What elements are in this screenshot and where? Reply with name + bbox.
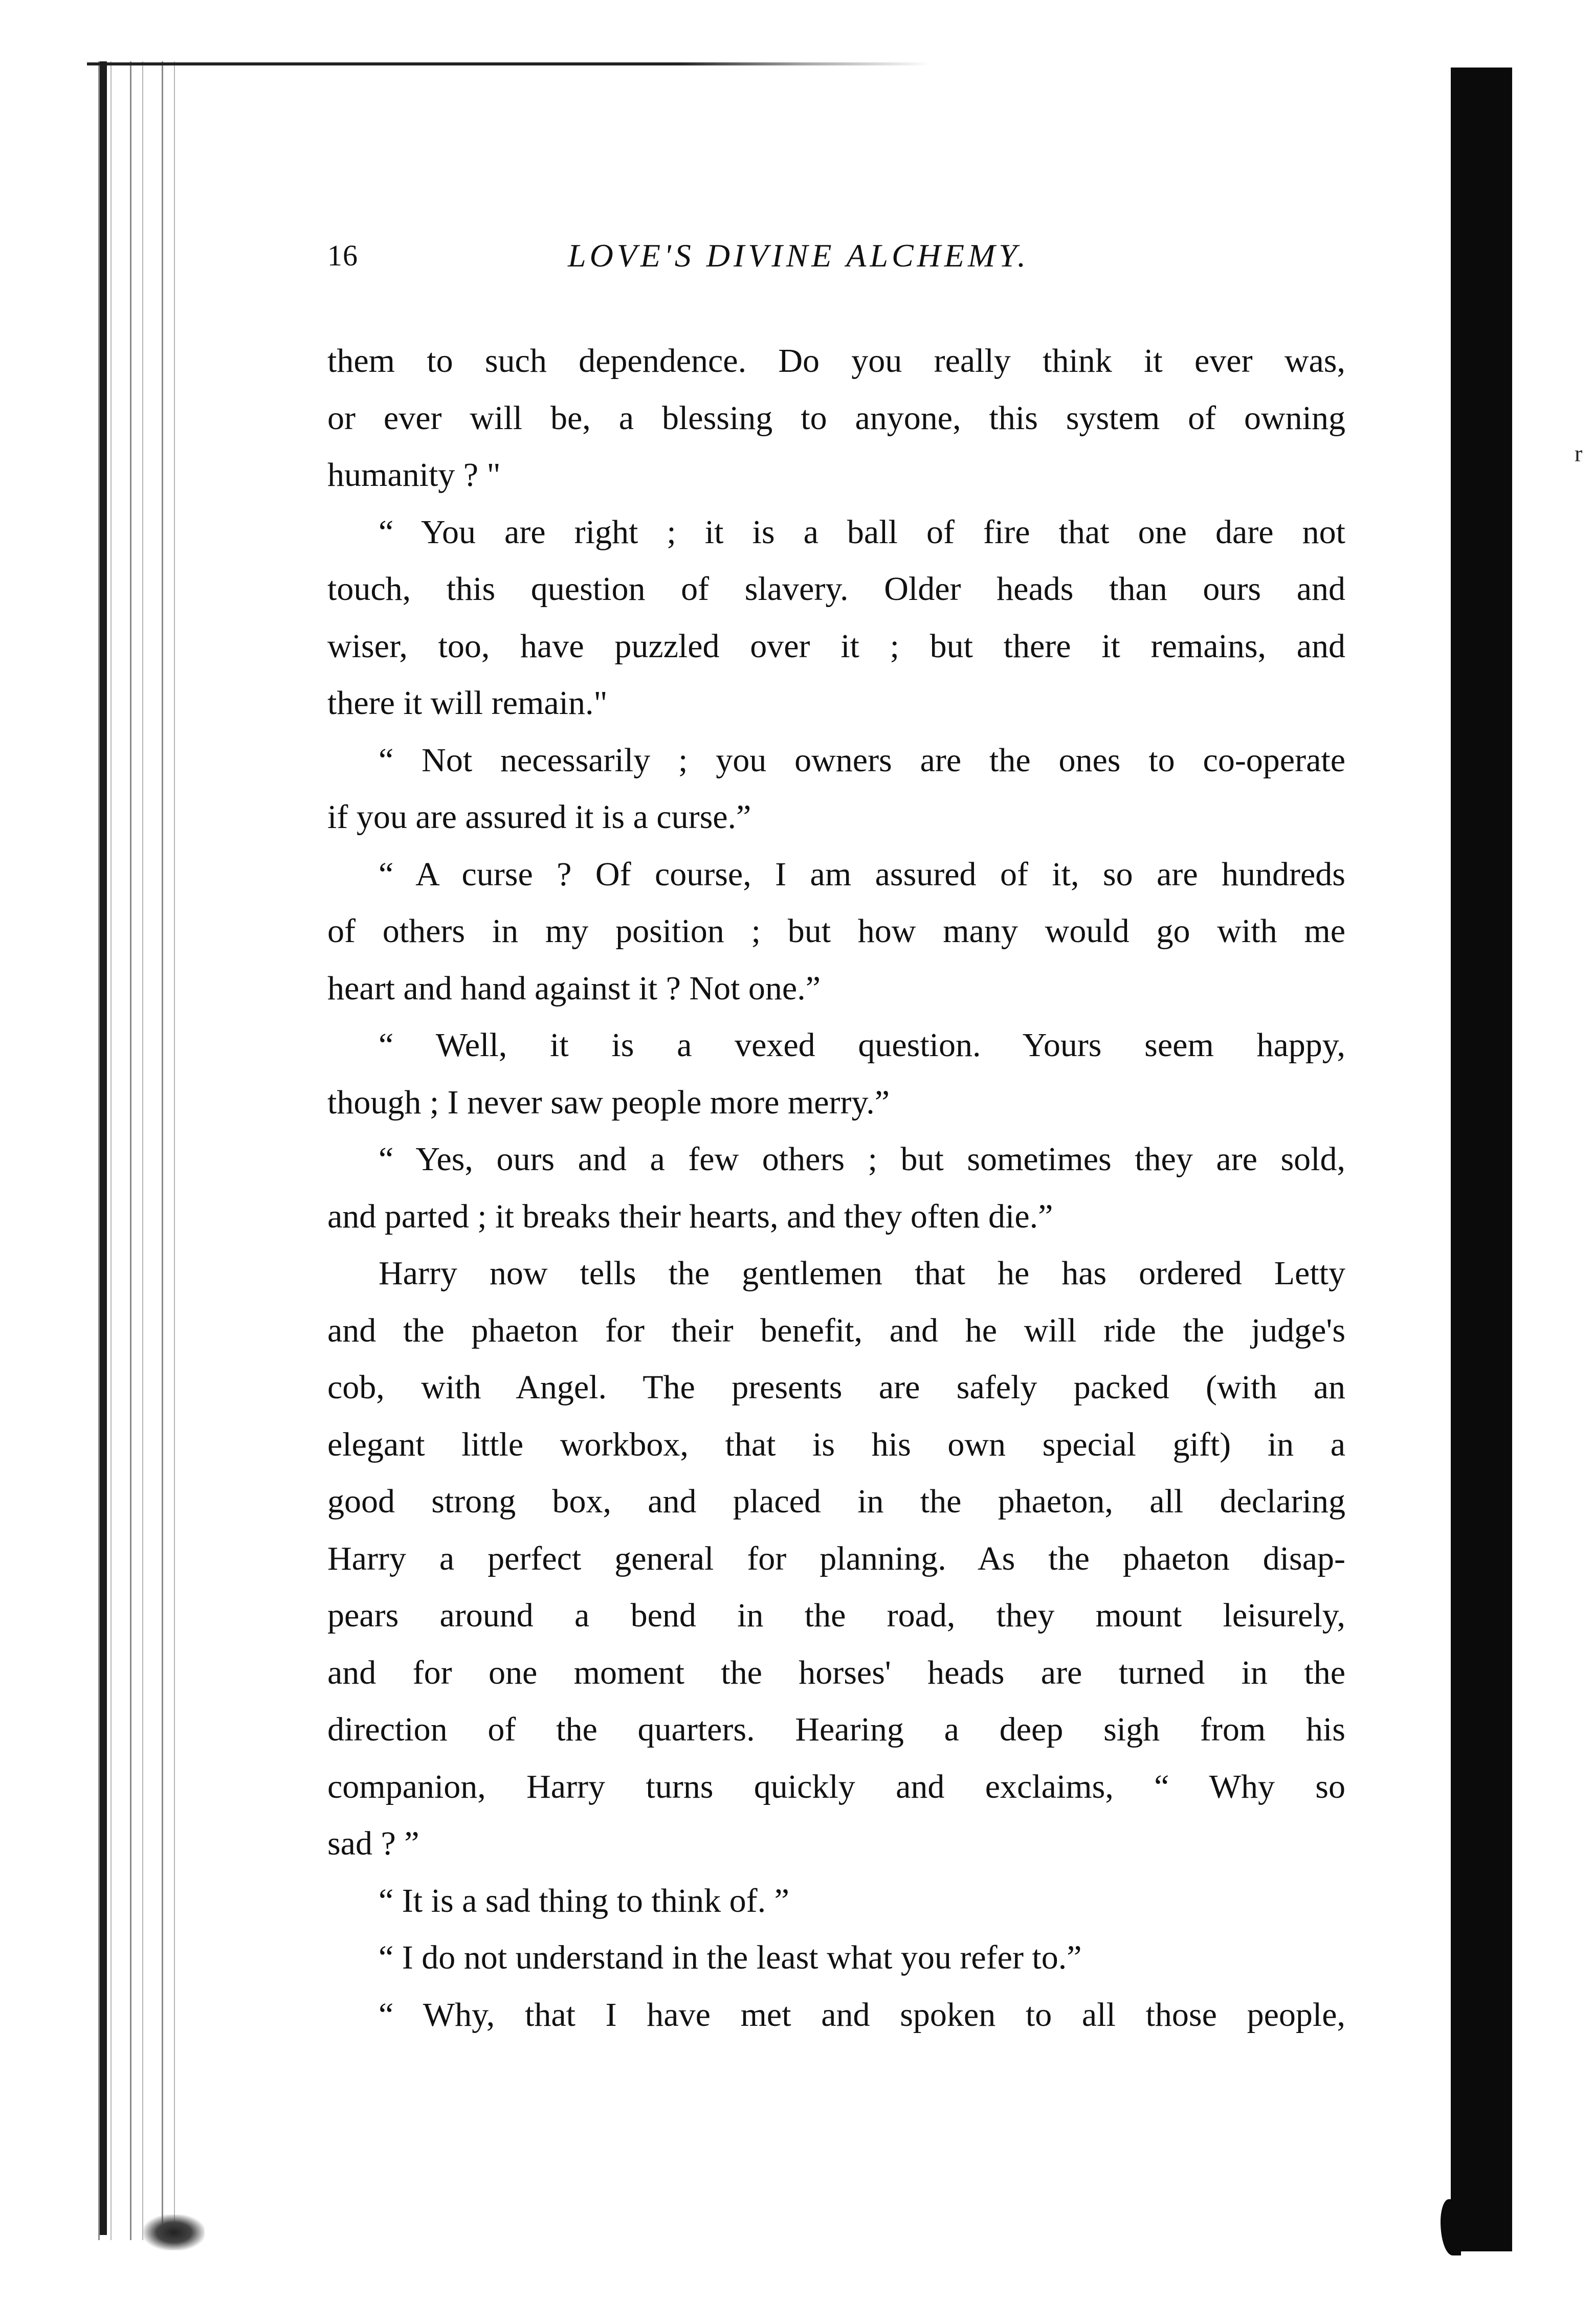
page-number: 16: [327, 239, 358, 272]
text-line: humanity ? ": [327, 456, 501, 494]
scan-left-edge-bar: [100, 61, 107, 2235]
scan-left-smudge: [143, 2215, 205, 2250]
text-line: them to such dependence. Do you really think it ever was,: [327, 342, 1345, 379]
body-text: [327, 332, 1345, 2043]
text-line: “ Why, that I have met and spoken to all those people,: [379, 1996, 1345, 2034]
text-line: if you are assured it is a curse.”: [327, 798, 751, 836]
running-head: [327, 235, 1348, 276]
text-line: pears around a bend in the road, they mount leisurely,: [327, 1597, 1345, 1634]
text-line: heart and hand against it ? Not one.”: [327, 969, 821, 1007]
text-line: “ Well, it is a vexed question. Yours seem happy,: [379, 1026, 1345, 1064]
scan-right-edge-notch: [1441, 2199, 1461, 2255]
text-line: wiser, too, have puzzled over it ; but there it remains, and: [327, 627, 1345, 665]
scan-top-rule: [87, 62, 931, 65]
text-line: “ It is a sad thing to think of. ”: [379, 1882, 789, 1919]
text-line: though ; I never saw people more merry.”: [327, 1083, 890, 1121]
text-line: or ever will be, a blessing to anyone, this system of owning: [327, 399, 1345, 437]
running-title: LOVE'S DIVINE ALCHEMY.: [568, 237, 1029, 274]
text-line: touch, this question of slavery. Older heads than ours and: [327, 570, 1345, 608]
scan-right-edge-bar: [1451, 68, 1512, 2251]
text-line: there it will remain.": [327, 684, 608, 722]
text-line: elegant little workbox, that is his own special gift) in a: [327, 1425, 1345, 1463]
text-line: and parted ; it breaks their hearts, and they often die.”: [327, 1197, 1053, 1235]
text-line: direction of the quarters. Hearing a deep sigh from his: [327, 1711, 1345, 1748]
text-line: “ Not necessarily ; you owners are the ones to co-operate: [379, 741, 1345, 779]
text-line: of others in my position ; but how many would go with me: [327, 912, 1345, 950]
text-line: good strong box, and placed in the phaeton, all declaring: [327, 1483, 1345, 1520]
text-line: “ You are right ; it is a ball of fire that one dare not: [379, 513, 1345, 551]
text-line: and for one moment the horses' heads are turned in the: [327, 1653, 1345, 1691]
text-line: and the phaeton for their benefit, and he will ride the judge's: [327, 1311, 1345, 1349]
text-line: Harry a perfect general for planning. As the phaeton disap-: [327, 1539, 1345, 1577]
text-line: “ A curse ? Of course, I am assured of it, so are hundreds: [379, 855, 1345, 893]
text-line: Harry now tells the gentlemen that he has ordered Letty: [379, 1255, 1345, 1292]
text-line: “ I do not understand in the least what you refer to.”: [379, 1939, 1082, 1976]
text-line: companion, Harry turns quickly and exclaims, “ Why so: [327, 1768, 1345, 1805]
text-line: cob, with Angel. The presents are safely packed (with an: [327, 1369, 1345, 1406]
text-line: “ Yes, ours and a few others ; but sometimes they are sold,: [379, 1141, 1345, 1178]
text-line: sad ? ”: [327, 1825, 419, 1862]
right-margin-letter: r: [1575, 440, 1583, 466]
